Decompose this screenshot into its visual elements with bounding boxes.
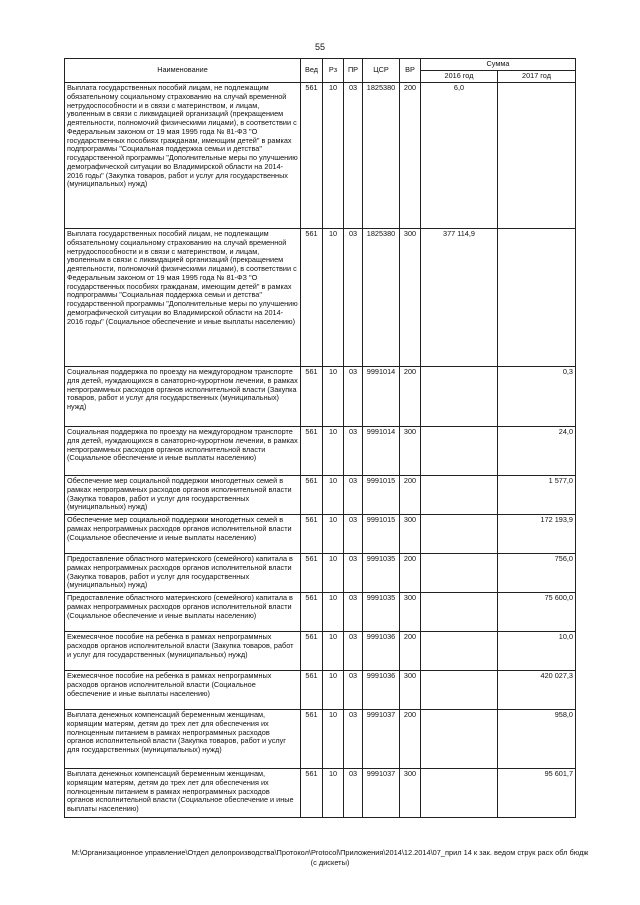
- row-2016: [421, 515, 498, 554]
- row-csr: 9991014: [363, 367, 400, 427]
- row-2016: 6,0: [421, 83, 498, 229]
- row-pr: 03: [344, 83, 363, 229]
- row-ved: 561: [301, 769, 323, 818]
- header-2016: 2016 год: [421, 71, 498, 83]
- row-vr: 200: [400, 83, 421, 229]
- row-pr: 03: [344, 769, 363, 818]
- row-ved: 561: [301, 632, 323, 671]
- row-csr: 9991037: [363, 769, 400, 818]
- row-rz: 10: [323, 476, 344, 515]
- row-rz: 10: [323, 632, 344, 671]
- row-pr: 03: [344, 710, 363, 769]
- row-pr: 03: [344, 632, 363, 671]
- row-2017: 756,0: [498, 554, 576, 593]
- row-csr: 9991014: [363, 427, 400, 476]
- header-2017: 2017 год: [498, 71, 576, 83]
- row-csr: 1825380: [363, 83, 400, 229]
- row-2017: [498, 83, 576, 229]
- row-2017: 958,0: [498, 710, 576, 769]
- row-csr: 9991015: [363, 515, 400, 554]
- row-rz: 10: [323, 671, 344, 710]
- row-rz: 10: [323, 427, 344, 476]
- row-2016: [421, 427, 498, 476]
- header-ved: Вед: [301, 59, 323, 83]
- row-rz: 10: [323, 554, 344, 593]
- header-row: [65, 59, 576, 71]
- table-body: [65, 83, 576, 818]
- row-vr: 300: [400, 427, 421, 476]
- row-ved: 561: [301, 476, 323, 515]
- row-name: Социальная поддержка по проезду на междугородном транспорте для детей, нуждающихся в санаторно-курортном лечении, в рамках непрограммных расходов органов исполнительной власти (Социальное обеспечение и иные выплаты населению): [65, 427, 301, 476]
- row-2017: 0,3: [498, 367, 576, 427]
- row-2016: [421, 367, 498, 427]
- row-ved: 561: [301, 229, 323, 367]
- header-vr: ВР: [400, 59, 421, 83]
- row-ved: 561: [301, 710, 323, 769]
- table-row: [65, 593, 576, 632]
- row-2016: 377 114,9: [421, 229, 498, 367]
- row-pr: 03: [344, 593, 363, 632]
- row-name: Ежемесячное пособие на ребенка в рамках непрограммных расходов органов исполнительной власти (Закупка товаров, работ и услуг для государственных (муниципальных) нужд): [65, 632, 301, 671]
- row-rz: 10: [323, 367, 344, 427]
- row-vr: 200: [400, 554, 421, 593]
- row-vr: 300: [400, 229, 421, 367]
- row-name: Социальная поддержка по проезду на междугородном транспорте для детей, нуждающихся в санаторно-курортном лечении, в рамках непрограммных расходов органов исполнительной власти (Закупка товаров, работ и услуг для государственных (муниципальных) нужд): [65, 367, 301, 427]
- row-name: Выплата государственных пособий лицам, не подлежащим обязательному социальному страхованию на случай временной нетрудоспособности и в связи с материнством, и лицам, уволенным в связи с ликвидацией организаций (прекращением деятельности, полномочий физическими лицами), в соответствии с Федеральным законом от 19 мая 1995 года № 81-ФЗ "О государственных пособиях гражданам, имеющим детей" в рамках подпрограммы "Социальная поддержка семьи и детства" государственной программы "Дополнительные меры по улучшению демографической ситуации во Владимирской области на 2014-2016 годы" (Закупка товаров, работ и услуг для государственных (муниципальных) нужд): [65, 83, 301, 229]
- row-name: Обеспечение мер социальной поддержки многодетных семей в рамках непрограммных расходов органов исполнительной власти (Закупка товаров, работ и услуг для государственных (муниципальных) нужд): [65, 476, 301, 515]
- row-pr: 03: [344, 515, 363, 554]
- row-pr: 03: [344, 476, 363, 515]
- budget-table: [64, 58, 576, 818]
- table-row: [65, 769, 576, 818]
- row-rz: 10: [323, 710, 344, 769]
- row-csr: 9991015: [363, 476, 400, 515]
- row-2016: [421, 593, 498, 632]
- table-row: [65, 229, 576, 367]
- row-vr: 200: [400, 710, 421, 769]
- table-row: [65, 476, 576, 515]
- row-ved: 561: [301, 427, 323, 476]
- row-2016: [421, 476, 498, 515]
- row-2016: [421, 632, 498, 671]
- row-2017: 24,0: [498, 427, 576, 476]
- row-2016: [421, 671, 498, 710]
- row-pr: 03: [344, 671, 363, 710]
- row-rz: 10: [323, 593, 344, 632]
- row-vr: 300: [400, 515, 421, 554]
- row-2017: 95 601,7: [498, 769, 576, 818]
- row-pr: 03: [344, 367, 363, 427]
- table-row: [65, 554, 576, 593]
- table-row: [65, 515, 576, 554]
- row-name: Выплата денежных компенсаций беременным женщинам, кормящим матерям, детям до трех лет для обеспечения их полноценным питанием в рамках непрограммных расходов органов исполнительной власти (Социальное обеспечение и иные выплаты населению): [65, 769, 301, 818]
- row-2016: [421, 710, 498, 769]
- row-2017: 172 193,9: [498, 515, 576, 554]
- row-2017: [498, 229, 576, 367]
- table-row: [65, 367, 576, 427]
- row-name: Предоставление областного материнского (семейного) капитала в рамках непрограммных расходов органов исполнительной власти (Социальное обеспечение и иные выплаты населению): [65, 593, 301, 632]
- row-ved: 561: [301, 671, 323, 710]
- header-csr: ЦСР: [363, 59, 400, 83]
- header-rz: Рз: [323, 59, 344, 83]
- row-name: Обеспечение мер социальной поддержки многодетных семей в рамках непрограммных расходов органов исполнительной власти (Социальное обеспечение и иные выплаты населению): [65, 515, 301, 554]
- table-row: [65, 427, 576, 476]
- header-name: Наименование: [65, 59, 301, 83]
- row-csr: 9991035: [363, 554, 400, 593]
- row-vr: 200: [400, 367, 421, 427]
- row-2017: 420 027,3: [498, 671, 576, 710]
- row-2017: 75 600,0: [498, 593, 576, 632]
- row-pr: 03: [344, 554, 363, 593]
- row-vr: 300: [400, 593, 421, 632]
- file-path-footer: M:\Организационное управление\Отдел делопроизводства\Протокол\Protocol\Приложения\2014\12.2014\07_прил 14 к зак. ведом струк расх обл бюдж (с дискеты): [71, 848, 589, 867]
- row-2017: 10,0: [498, 632, 576, 671]
- row-name: Выплата государственных пособий лицам, не подлежащим обязательному социальному страхованию на случай временной нетрудоспособности и в связи с материнством, и лицам, уволенным в связи с ликвидацией организаций (прекращением деятельности, полномочий физическими лицами), в соответствии с Федеральным законом от 19 мая 1995 года № 81-ФЗ "О государственных пособиях гражданам, имеющим детей" в рамках подпрограммы "Социальная поддержка семьи и детства" государственной программы "Дополнительные меры по улучшению демографической ситуации во Владимирской области на 2014-2016 годы" (Социальное обеспечение и иные выплаты населению): [65, 229, 301, 367]
- row-pr: 03: [344, 229, 363, 367]
- row-ved: 561: [301, 83, 323, 229]
- row-name: Ежемесячное пособие на ребенка в рамках непрограммных расходов органов исполнительной власти (Социальное обеспечение и иные выплаты населению): [65, 671, 301, 710]
- row-ved: 561: [301, 593, 323, 632]
- row-name: Предоставление областного материнского (семейного) капитала в рамках непрограммных расходов органов исполнительной власти (Закупка товаров, работ и услуг для государственных (муниципальных) нужд): [65, 554, 301, 593]
- row-2016: [421, 769, 498, 818]
- row-2016: [421, 554, 498, 593]
- row-ved: 561: [301, 367, 323, 427]
- page-number: 55: [314, 42, 325, 52]
- row-rz: 10: [323, 83, 344, 229]
- header-pr: ПР: [344, 59, 363, 83]
- row-csr: 9991037: [363, 710, 400, 769]
- row-name: Выплата денежных компенсаций беременным женщинам, кормящим матерям, детям до трех лет для обеспечения их полноценным питанием в рамках непрограммных расходов органов исполнительной власти (Закупка товаров, работ и услуг для государственных (муниципальных) нужд): [65, 710, 301, 769]
- row-vr: 300: [400, 671, 421, 710]
- row-csr: 1825380: [363, 229, 400, 367]
- row-2017: 1 577,0: [498, 476, 576, 515]
- table-row: [65, 83, 576, 229]
- row-csr: 9991036: [363, 671, 400, 710]
- row-ved: 561: [301, 554, 323, 593]
- table-row: [65, 632, 576, 671]
- row-csr: 9991035: [363, 593, 400, 632]
- row-ved: 561: [301, 515, 323, 554]
- header-sum: Сумма: [421, 59, 576, 71]
- row-pr: 03: [344, 427, 363, 476]
- row-vr: 200: [400, 632, 421, 671]
- row-csr: 9991036: [363, 632, 400, 671]
- row-rz: 10: [323, 229, 344, 367]
- row-rz: 10: [323, 515, 344, 554]
- table-row: [65, 710, 576, 769]
- table-row: [65, 671, 576, 710]
- row-vr: 300: [400, 769, 421, 818]
- row-rz: 10: [323, 769, 344, 818]
- row-vr: 200: [400, 476, 421, 515]
